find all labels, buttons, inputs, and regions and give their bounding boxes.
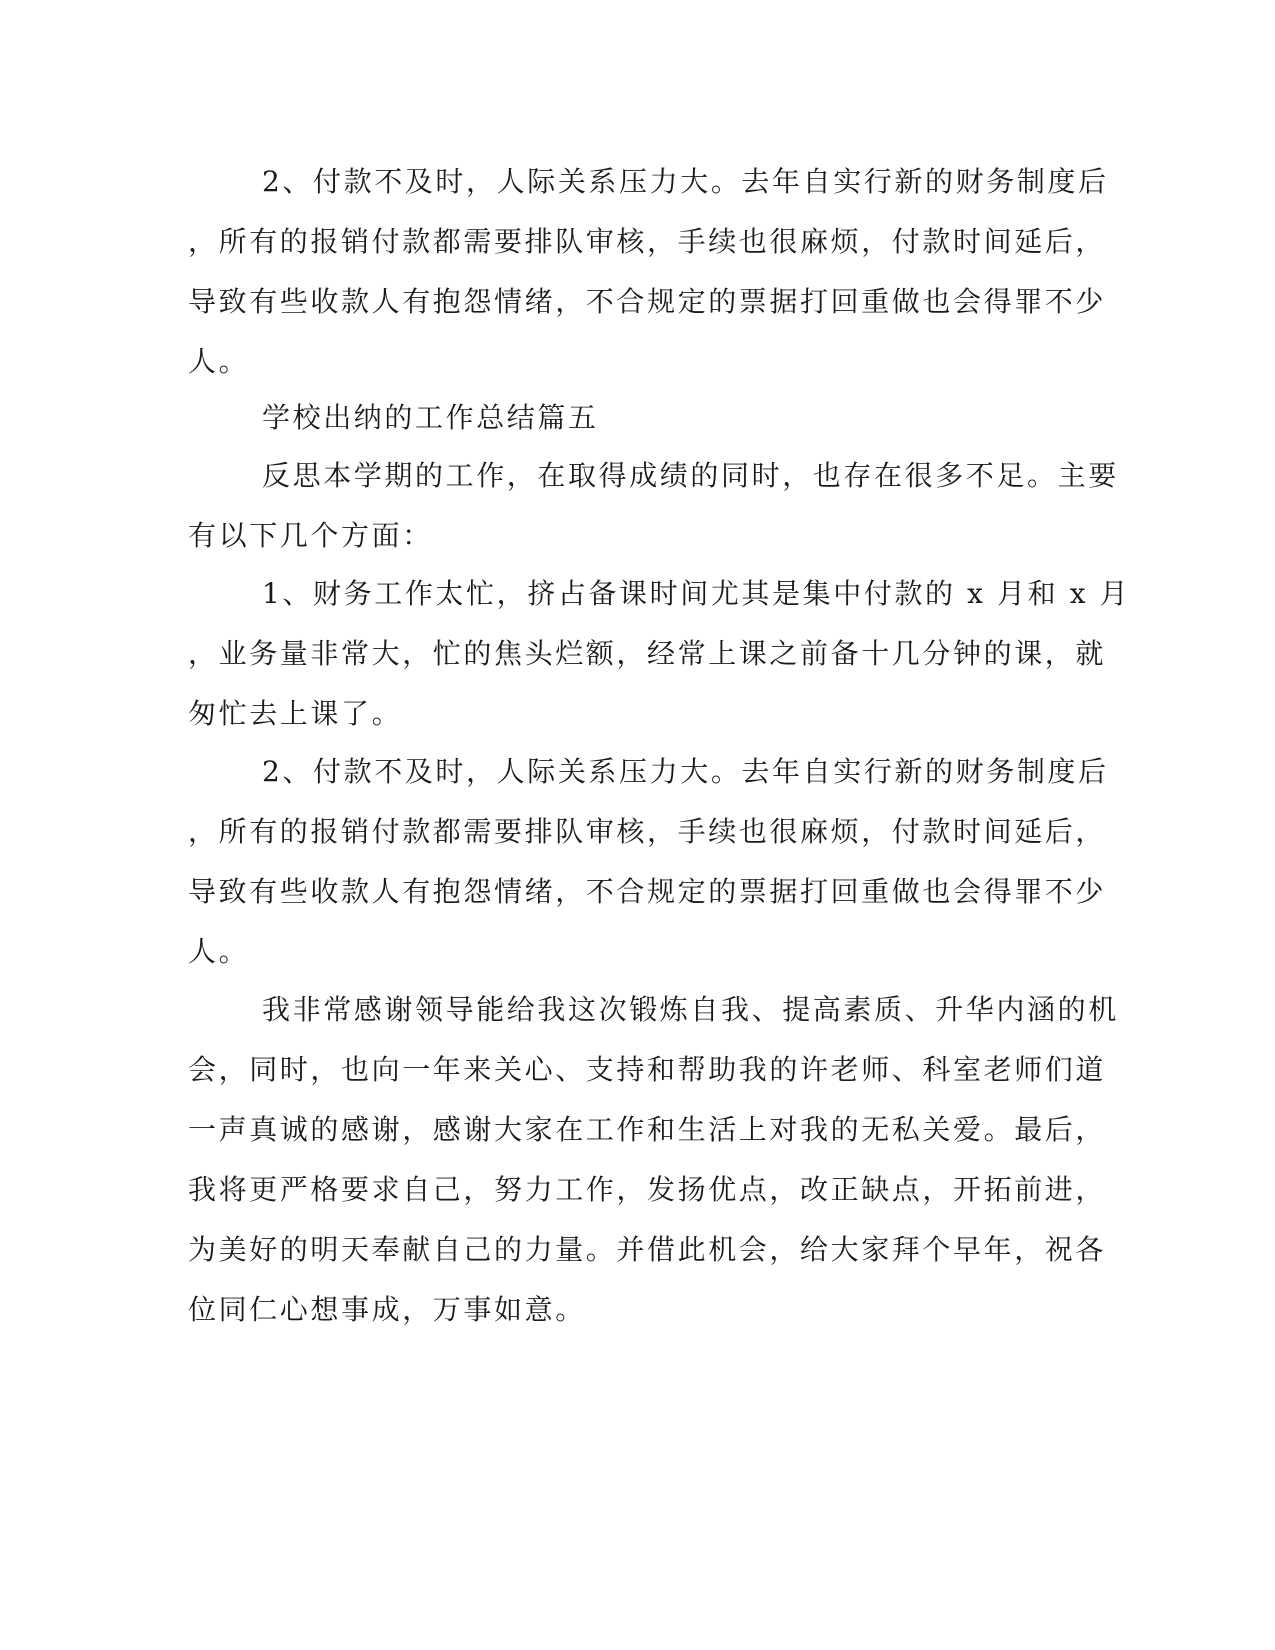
paragraph-line: 导致有些收款人有抱怨情绪，不合规定的票据打回重做也会得罪不少 bbox=[188, 875, 1107, 908]
paragraph-line: 反思本学期的工作，在取得成绩的同时，也存在很多不足。主要 bbox=[262, 459, 1119, 492]
paragraph-line: 匆忙去上课了。 bbox=[188, 697, 403, 730]
paragraph-line: 位同仁心想事成，万事如意。 bbox=[188, 1293, 586, 1326]
section-heading: 学校出纳的工作总结篇五 bbox=[262, 401, 599, 434]
paragraph-line: ，业务量非常大，忙的焦头烂额，经常上课之前备十几分钟的课，就 bbox=[188, 637, 1107, 670]
paragraph-line: 我将更严格要求自己，努力工作，发扬优点，改正缺点，开拓前进， bbox=[188, 1173, 1107, 1206]
paragraph-line: 一声真诚的感谢，感谢大家在工作和生活上对我的无私关爱。最后， bbox=[188, 1113, 1107, 1146]
paragraph-line: ，所有的报销付款都需要排队审核，手续也很麻烦，付款时间延后， bbox=[188, 815, 1107, 848]
paragraph-line: 人。 bbox=[188, 935, 250, 968]
paragraph-line: 为美好的明天奉献自己的力量。并借此机会，给大家拜个早年，祝各 bbox=[188, 1233, 1107, 1266]
paragraph-line: 1、财务工作太忙，挤占备课时间尤其是集中付款的 x 月和 x 月 bbox=[262, 577, 1131, 610]
paragraph-line: 2、付款不及时，人际关系压力大。去年自实行新的财务制度后 bbox=[262, 755, 1109, 788]
paragraph-line: ，所有的报销付款都需要排队审核，手续也很麻烦，付款时间延后， bbox=[188, 225, 1107, 258]
paragraph-line: 我非常感谢领导能给我这次锻炼自我、提高素质、升华内涵的机 bbox=[262, 993, 1119, 1026]
paragraph-line: 会，同时，也向一年来关心、支持和帮助我的许老师、科室老师们道 bbox=[188, 1053, 1107, 1086]
paragraph-line: 有以下几个方面： bbox=[188, 519, 433, 552]
paragraph-line: 人。 bbox=[188, 345, 250, 378]
paragraph-line: 导致有些收款人有抱怨情绪，不合规定的票据打回重做也会得罪不少 bbox=[188, 285, 1107, 318]
paragraph-line: 2、付款不及时，人际关系压力大。去年自实行新的财务制度后 bbox=[262, 165, 1109, 198]
